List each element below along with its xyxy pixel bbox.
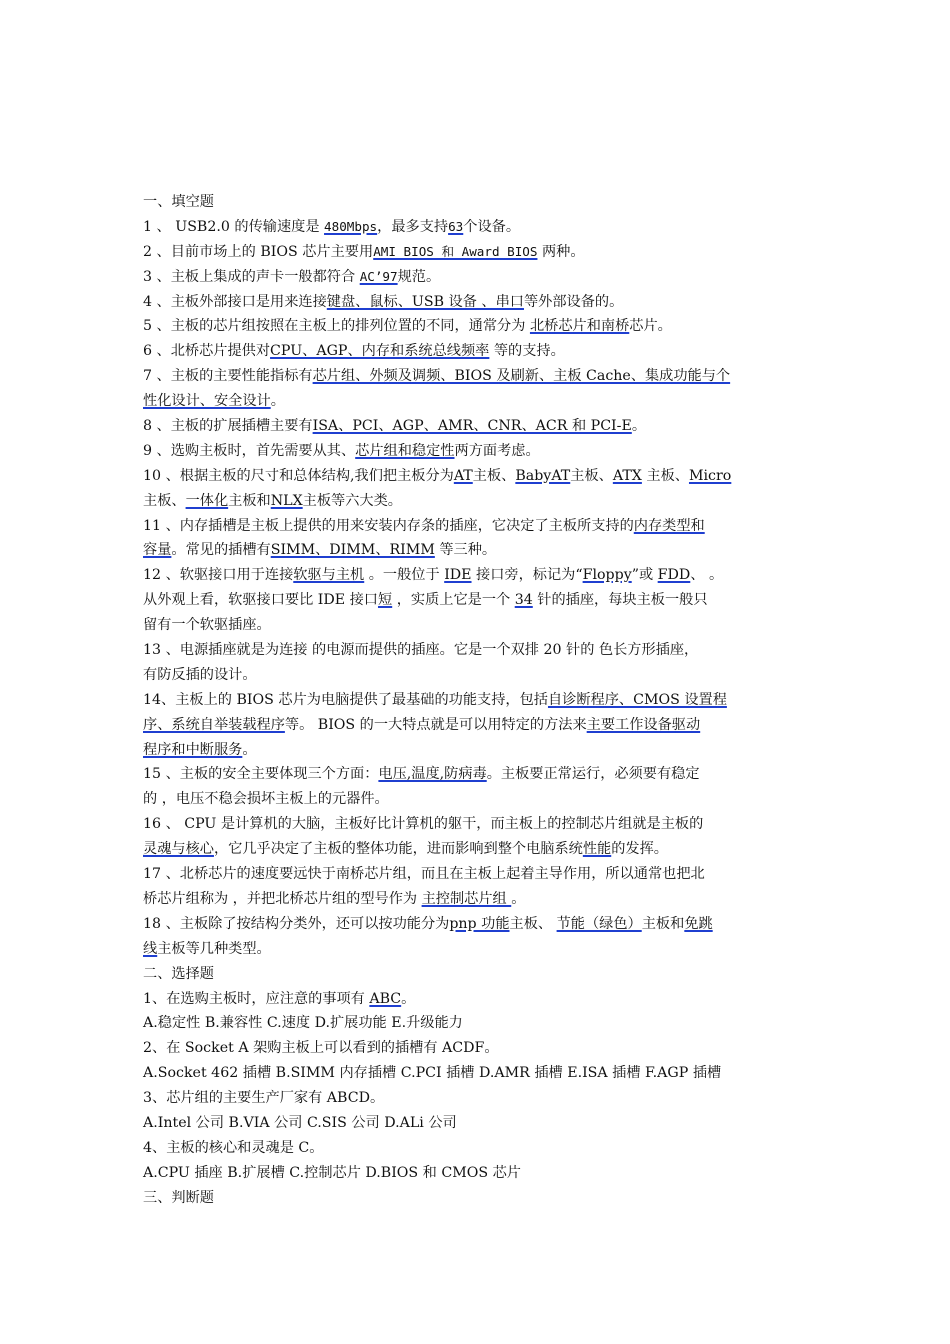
text-segment: 9 、选购主板时，首先需要从其、 — [143, 442, 356, 459]
text-line — [143, 688, 809, 713]
text-line — [143, 464, 809, 489]
text-segment: 芯片。 — [629, 318, 672, 335]
text-segment: 。 — [242, 741, 257, 758]
text-segment: 接口旁，标记为“ — [471, 567, 583, 584]
underlined-answer: ATX — [612, 467, 642, 484]
text-line — [143, 1011, 809, 1036]
text-segment: 主板等几种类型。 — [157, 940, 271, 957]
underlined-answer: 容量 — [143, 542, 172, 559]
underlined-answer: BabyAT — [515, 467, 571, 484]
text-segment: 主板、 — [472, 467, 516, 484]
text-segment: 桥芯片组称为 ，并把北桥芯片组的型号作为 — [143, 890, 422, 907]
text-line — [143, 663, 809, 688]
text-line — [143, 290, 809, 315]
underlined-answer: 自诊断程序、CMOS 设置程 — [547, 691, 727, 708]
text-line — [143, 314, 809, 339]
underlined-answer: AMI BIOS 和 Award BIOS — [373, 243, 538, 259]
underlined-answer: 芯片组、外频及调频、BIOS 及刷新、主板 Cache、集成功能与个 — [312, 368, 731, 385]
underlined-answer: 短 — [377, 592, 393, 609]
text-segment: 二、选择题 — [143, 965, 214, 982]
text-segment: 。 — [511, 890, 526, 907]
text-segment: A.Intel 公司 B.VIA 公司 C.SIS 公司 D.ALi 公司 — [143, 1114, 457, 1131]
text-segment: 从外观上看，软驱接口要比 IDE 接口 — [143, 592, 378, 609]
text-line — [143, 1061, 809, 1086]
underlined-answer: 北桥芯片和南桥 — [529, 318, 630, 335]
text-segment: 。常见的插槽有 — [171, 542, 271, 559]
underlined-answer: 34 — [514, 592, 533, 609]
text-line — [143, 613, 809, 638]
underlined-answer: 程序和中断服务 — [143, 741, 243, 758]
text-segment: 14、主板上的 BIOS 芯片为电脑提供了最基础的功能支持，包括 — [143, 691, 548, 708]
underlined-answer: 主控制芯片组 — [421, 890, 512, 907]
text-segment: 1、在选购主板时，应注意的事项有 — [143, 990, 370, 1007]
text-segment: ，最多支持 — [377, 218, 449, 235]
text-segment: ，实质上它是一个 — [392, 592, 515, 609]
text-segment: 主板、 — [143, 492, 186, 509]
text-line — [143, 190, 809, 215]
text-segment: 等的支持。 — [489, 343, 565, 360]
text-line — [143, 1161, 809, 1186]
underlined-answer: 63 — [448, 218, 464, 234]
text-line — [143, 514, 809, 539]
text-segment: 等外部设备的。 — [523, 293, 624, 310]
text-line — [143, 713, 809, 738]
text-segment: 规范。 — [397, 268, 441, 285]
text-segment: 2、在 Socket A 架购主板上可以看到的插槽有 ACDF。 — [143, 1040, 499, 1057]
underlined-answer: 480Mbps — [324, 218, 378, 234]
text-segment: 的 ，电压不稳会损坏主板上的元器件。 — [143, 791, 389, 808]
underlined-answer: Micro — [688, 467, 732, 484]
text-segment: 个设备。 — [463, 218, 521, 235]
text-line — [143, 787, 809, 812]
underlined-answer: 免跳 — [684, 915, 713, 932]
text-segment: 。一般位于 — [364, 567, 445, 584]
text-line — [143, 912, 809, 937]
text-segment: 针的插座，每块主板一般只 — [532, 592, 708, 609]
underlined-answer: CPU、AGP、内存和系统总线频率 — [270, 343, 490, 360]
text-line — [143, 339, 809, 364]
text-segment: 15 、主板的安全主要体现三个方面： — [143, 766, 379, 783]
underlined-answer: ISA、PCI、AGP、AMR、CNR、ACR 和 PCI-E — [312, 418, 632, 435]
text-line — [143, 215, 809, 240]
text-line — [143, 1111, 809, 1136]
text-segment: 三、判断题 — [143, 1189, 214, 1206]
text-segment: 主板、 — [641, 467, 689, 484]
text-segment: 8 、主板的扩展插槽主要有 — [143, 418, 313, 435]
text-segment: 两种。 — [537, 243, 585, 260]
text-segment: 2 、目前市场上的 BIOS 芯片主要用 — [143, 243, 374, 260]
text-line — [143, 962, 809, 987]
text-line — [143, 812, 809, 837]
text-segment: 11 、内存插槽是主板上提供的用来安装内存条的插座，它决定了主板所支持的 — [143, 517, 634, 534]
text-line — [143, 638, 809, 663]
text-line — [143, 563, 809, 588]
underlined-answer: 内存类型和 — [633, 517, 705, 534]
text-segment: 18 、主板除了按结构分类外，还可以按功能分为 — [143, 915, 450, 932]
text-segment: 留有一个软驱插座。 — [143, 617, 271, 634]
text-segment: 的发挥。 — [611, 841, 668, 858]
text-line — [143, 588, 809, 613]
text-segment: 12 、软驱接口用于连接 — [143, 567, 294, 584]
text-segment: 有防反插的设计。 — [143, 666, 257, 683]
underlined-answer: 电压,温度,防病毒 — [378, 766, 487, 783]
text-line — [143, 439, 809, 464]
text-segment: 主板和 — [641, 915, 685, 932]
text-segment: 等三种。 — [434, 542, 497, 559]
underlined-answer: IDE — [444, 567, 472, 584]
document-page — [143, 190, 809, 1211]
underlined-answer: 主要工作设备驱动 — [586, 716, 701, 733]
text-segment: 等。 BIOS 的一大特点就是可以用特定的方法来 — [284, 716, 587, 733]
underlined-answer: 芯片组和稳定性 — [355, 442, 455, 459]
text-segment: A.CPU 插座 B.扩展槽 C.控制芯片 D.BIOS 和 CMOS 芯片 — [143, 1164, 521, 1181]
underlined-answer: 序、系统自举装载程序 — [143, 716, 285, 733]
text-line — [143, 837, 809, 862]
text-line — [143, 265, 809, 290]
underlined-answer: NLX — [270, 492, 303, 509]
text-line — [143, 738, 809, 763]
underlined-answer: 软驱与主机 — [293, 567, 365, 584]
text-segment: 7 、主板的主要性能指标有 — [143, 368, 313, 385]
text-segment: A.稳定性 B.兼容性 C.速度 D.扩展功能 E.升级能力 — [143, 1015, 463, 1032]
text-segment: 。 — [401, 990, 416, 1007]
text-segment: 。 — [270, 393, 285, 410]
underlined-answer: AC’97 — [359, 268, 398, 284]
underlined-answer: 性化设计、安全设计 — [143, 393, 271, 410]
text-line — [143, 364, 809, 389]
underlined-answer: pnp 功能 — [449, 915, 510, 932]
text-segment: 、 。 — [690, 567, 724, 584]
underlined-answer: AT — [453, 467, 473, 484]
text-segment: 13 、电源插座就是为连接 的电源而提供的插座。它是一个双排 20 针的 色长方形插座， — [143, 642, 699, 659]
text-segment: 5 、主板的芯片组按照在主板上的排列位置的不同，通常分为 — [143, 318, 530, 335]
underlined-answer: Floppy — [582, 567, 632, 584]
text-line — [143, 389, 809, 414]
text-line — [143, 762, 809, 787]
underlined-answer: 性能 — [582, 841, 612, 858]
underlined-answer: ABC — [369, 990, 402, 1007]
text-segment: 两方面考虑。 — [454, 442, 540, 459]
underlined-answer: 一体化 — [185, 492, 229, 509]
text-segment: 4 、主板外部接口是用来连接 — [143, 293, 327, 310]
underlined-answer: 线 — [143, 940, 158, 957]
text-line — [143, 538, 809, 563]
text-segment: 主板等六大类。 — [302, 492, 402, 509]
text-segment: 10 、根据主板的尺寸和总体结构,我们把主板分为 — [143, 467, 454, 484]
text-line — [143, 489, 809, 514]
text-line — [143, 1036, 809, 1061]
text-line — [143, 1186, 809, 1211]
text-segment: 17 、北桥芯片的速度要远快于南桥芯片组，而且在主板上起着主导作用，所以通常也把北 — [143, 866, 705, 883]
text-segment: A.Socket 462 插槽 B.SIMM 内存插槽 C.PCI 插槽 D.AMR 插槽 E.ISA 插槽 F.AGP 插槽 — [143, 1065, 722, 1082]
text-segment: 4、主板的核心和灵魂是 C。 — [143, 1139, 324, 1156]
text-line — [143, 240, 809, 265]
text-line — [143, 414, 809, 439]
text-line — [143, 1086, 809, 1111]
underlined-answer: 节能（绿色） — [556, 915, 642, 932]
text-segment: 16 、 CPU 是计算机的大脑，主板好比计算机的躯干，而主板上的控制芯片组就是主板的 — [143, 816, 704, 833]
text-segment: 。 — [631, 418, 647, 435]
text-segment: ，它几乎决定了主板的整体功能，进而影响到整个电脑系统 — [213, 841, 583, 858]
underlined-answer: 灵魂与核心 — [143, 841, 214, 858]
text-line — [143, 987, 809, 1012]
text-segment: 。主板要正常运行，必须要有稳定 — [486, 766, 700, 783]
underlined-answer: SIMM、DIMM、RIMM — [270, 542, 435, 559]
text-segment: 一、填空题 — [143, 194, 214, 210]
text-segment: 3、芯片组的主要生产厂家有 ABCD。 — [143, 1090, 385, 1107]
underlined-answer: FDD — [657, 567, 691, 584]
text-segment: 主板和 — [228, 492, 271, 509]
text-segment: 主板、 — [570, 467, 613, 484]
text-line — [143, 887, 809, 912]
text-segment: 1 、 USB2.0 的传输速度是 — [143, 218, 325, 235]
underlined-answer: 键盘、鼠标、USB 设备 、串口 — [326, 293, 524, 310]
text-segment: 3 、主板上集成的声卡一般都符合 — [143, 268, 360, 285]
text-line — [143, 937, 809, 962]
text-line — [143, 862, 809, 887]
text-segment: 主板、 — [509, 915, 557, 932]
text-line — [143, 1136, 809, 1161]
text-segment: 6 、北桥芯片提供对 — [143, 343, 271, 360]
text-segment: ”或 — [631, 567, 658, 584]
